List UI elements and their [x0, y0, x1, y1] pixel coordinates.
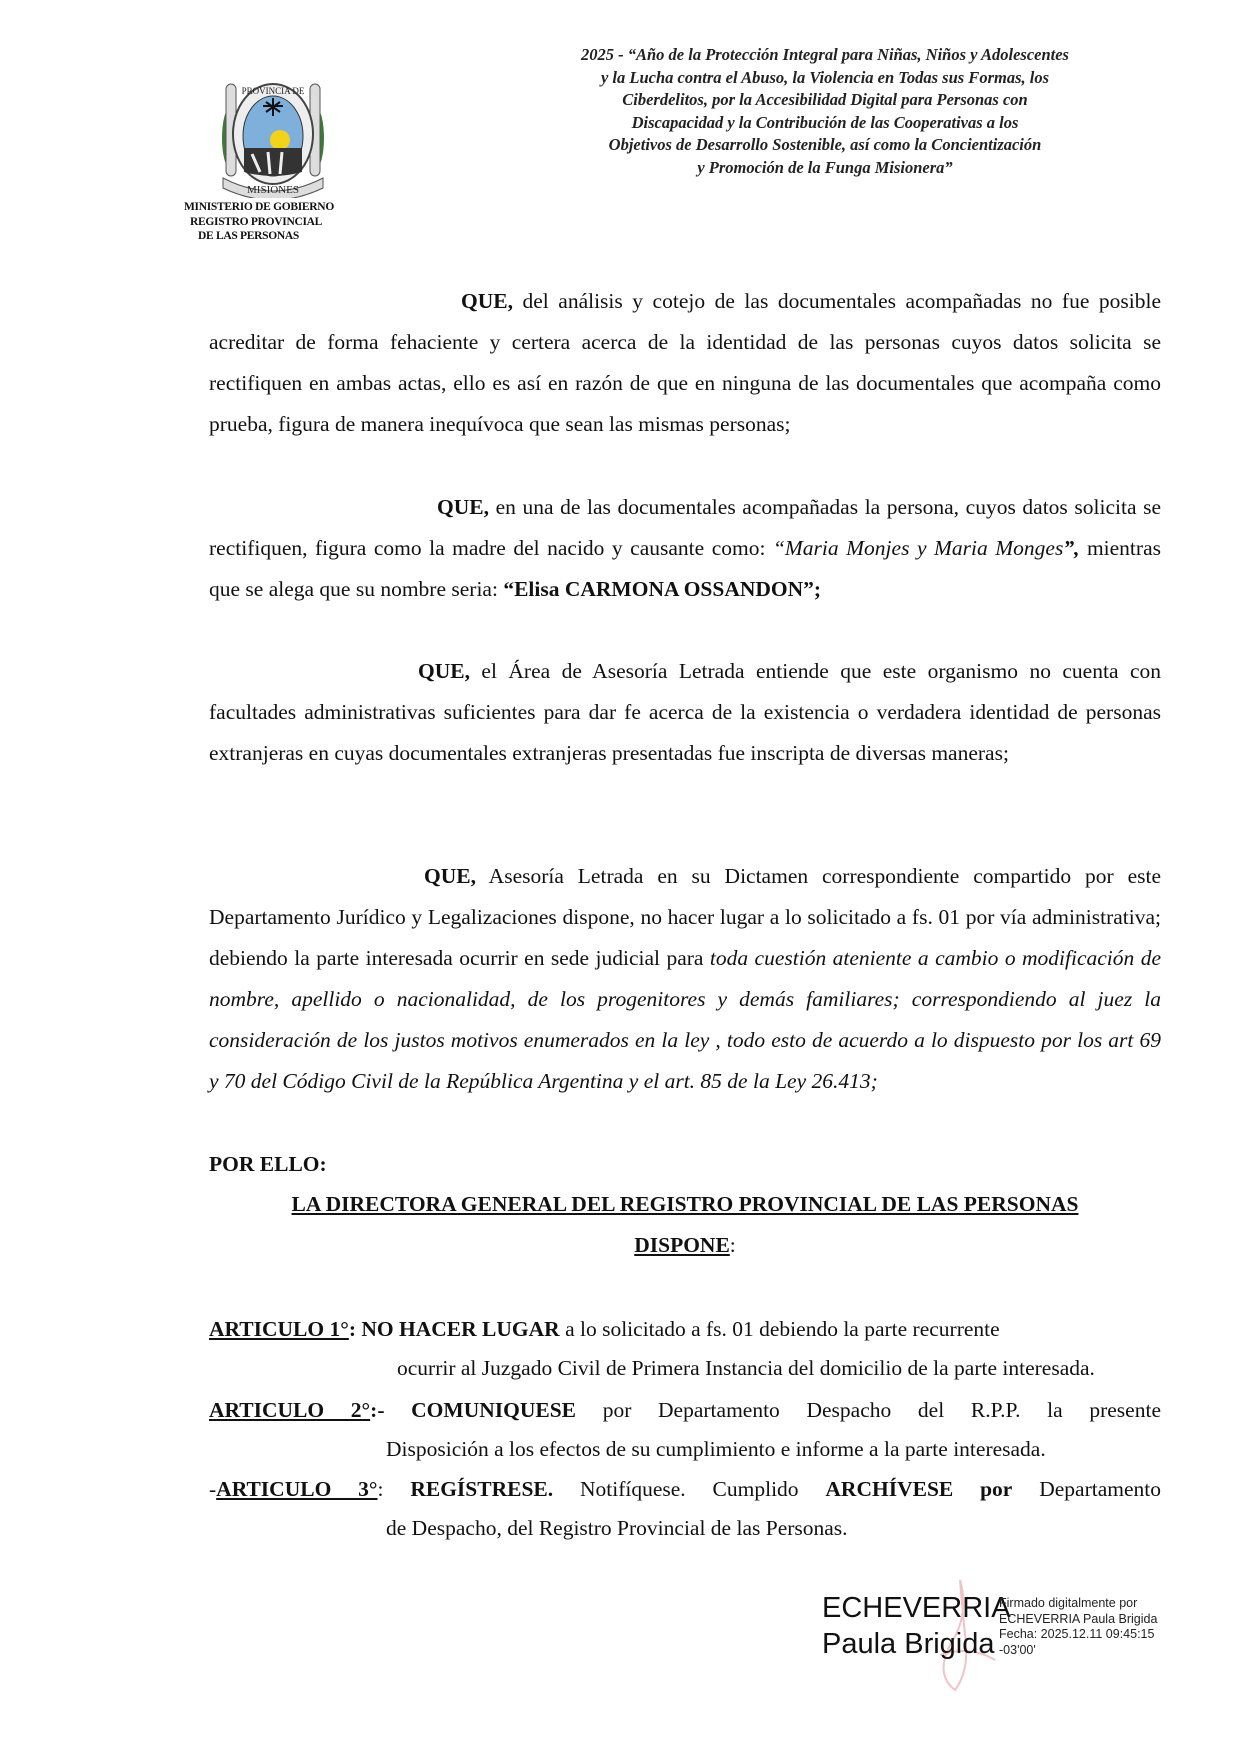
article-label: ARTICULO 3°: [216, 1477, 378, 1501]
motto-line: y la Lucha contra el Abuso, la Violencia en Todas sus Formas, los: [600, 67, 1049, 87]
article-action: COMUNIQUESE: [411, 1398, 577, 1422]
article-sep: :-: [370, 1398, 412, 1422]
article-text: Departamento: [1012, 1477, 1161, 1501]
signer-surname: ECHEVERRIA: [822, 1592, 1011, 1624]
article-text: Notifíquese. Cumplido: [553, 1477, 826, 1501]
article-sep: :: [377, 1477, 411, 1501]
registry-line: REGISTRO PROVINCIAL: [190, 215, 323, 228]
que-lead: QUE,: [437, 495, 489, 519]
article-action-2: ARCHÍVESE por: [825, 1477, 1013, 1501]
signature-timezone: -03'00': [999, 1642, 1036, 1657]
signature-details: [999, 1596, 1157, 1658]
paragraph-que-1: [209, 281, 1161, 445]
signature-info-line: ECHEVERRIA Paula Brigida: [999, 1611, 1158, 1626]
svg-text:MISIONES: MISIONES: [247, 184, 299, 196]
paragraph-text: del análisis y cotejo de las documentales acompañadas no fue posible acreditar de forma fehaciente y certera acerca de la identidad de las personas cuyos datos solicita se rectifiquen en ambas actas, ello es así en razón de que en ninguna de las documentales que acompaña como prueba, figura de manera inequívoca que sean las mismas personas;: [209, 289, 1161, 436]
article-action: NO HACER LUGAR: [361, 1317, 560, 1341]
article-label: ARTICULO 2°: [209, 1398, 371, 1422]
signer-name: [822, 1590, 1011, 1662]
signature-date: Fecha: 2025.12.11 09:45:15: [999, 1627, 1155, 1641]
paragraph-que-3: [209, 651, 1161, 774]
article-text: de Despacho, del Registro Provincial de las Personas.: [386, 1516, 848, 1540]
que-lead: QUE,: [424, 864, 476, 888]
alleged-name: “Elisa CARMONA OSSANDON”;: [503, 577, 822, 601]
que-lead: QUE,: [418, 659, 470, 683]
directora-heading: LA DIRECTORA GENERAL DEL REGISTRO PROVINCIAL DE LAS PERSONAS: [291, 1192, 1079, 1216]
disposition-heading: [209, 1184, 1161, 1266]
ministry-line: MINISTERIO DE GOBIERNO: [184, 201, 334, 213]
por-ello-text: POR ELLO:: [209, 1152, 327, 1176]
motto-line: 2025 - “Año de la Protección Integral para Niñas, Niños y Adolescentes: [581, 45, 1069, 64]
por-ello-heading: [209, 1144, 1161, 1185]
motto-line: y Promoción de la Funga Misionera”: [697, 157, 953, 177]
paragraph-que-2: [209, 487, 1161, 610]
paragraph-text: el Área de Asesoría Letrada entiende que este organismo no cuenta con facultades administrativas suficientes para dar fe acerca de la existencia o verdadera identidad de personas extranjeras en cuyas documentales extranjeras presentadas fue inscripta de diversas maneras;: [209, 659, 1161, 765]
names-italic: “Maria Monjes y Maria Monges: [772, 536, 1064, 560]
article-prefix: -: [209, 1477, 217, 1501]
motto-line: Discapacidad y la Contribución de las Cooperativas a los: [631, 112, 1019, 132]
article-text: ocurrir al Juzgado Civil de Primera Instancia del domicilio de la parte interesada.: [397, 1356, 1095, 1380]
dispone-heading: DISPONE: [634, 1233, 730, 1257]
article-3: [209, 1470, 1161, 1548]
article-text: a lo solicitado a fs. 01 debiendo la parte recurrente: [559, 1317, 1000, 1341]
article-text: por Departamento Despacho del R.P.P. la presente: [576, 1398, 1161, 1422]
legal-citation-italic: toda cuestión ateniente a cambio o modificación de nombre, apellido o nacionalidad, de los progenitores y demás familiares; correspondiendo al juez la consideración de los justos motivos enumerados en la ley , todo esto de acuerdo a lo dispuesto por los art 69 y 70 del Código Civil de la República Argentina y el art. 85 de la Ley 26.413;: [209, 946, 1161, 1093]
misiones-seal-logo: [208, 76, 338, 198]
ministry-heading: [184, 200, 334, 244]
motto-line: Objetivos de Desarrollo Sostenible, así como la Concientización: [608, 135, 1042, 154]
motto-line: Ciberdelitos, por la Accesibilidad Digital para Personas con: [622, 90, 1028, 109]
year-motto: [505, 44, 1145, 179]
persons-line: DE LAS PERSONAS: [198, 230, 299, 242]
article-text: Disposición a los efectos de su cumplimiento e informe a la parte interesada.: [386, 1437, 1046, 1461]
signer-given-names: Paula Brigida: [822, 1628, 995, 1660]
article-1: [209, 1310, 1161, 1388]
dispone-colon: :: [729, 1233, 736, 1257]
paragraph-text: mientras que se alega que su nombre seria:: [209, 536, 1161, 601]
paragraph-text: en una de las documentales acompañadas la persona, cuyos datos solicita se rectifiquen, figura como la madre del nacido y causante como:: [209, 495, 1161, 560]
signature-info-line: Firmado digitalmente por: [999, 1596, 1138, 1610]
paragraph-que-4: [209, 856, 1161, 1102]
article-sep: :: [348, 1317, 362, 1341]
article-2: [209, 1391, 1161, 1469]
svg-text:PROVINCIA DE: PROVINCIA DE: [241, 86, 305, 96]
article-action: REGÍSTRESE.: [410, 1477, 554, 1501]
paragraph-text: Asesoría Letrada en su Dictamen correspondiente compartido por este Departamento Jurídico y Legalizaciones dispone, no hacer lugar a lo solicitado a fs. 01 por vía administrativa; debiendo la parte interesada ocurrir en sede judicial para: [209, 864, 1161, 970]
names-close: ”,: [1063, 536, 1080, 560]
article-label: ARTICULO 1°: [209, 1317, 349, 1341]
que-lead: QUE,: [461, 289, 513, 313]
